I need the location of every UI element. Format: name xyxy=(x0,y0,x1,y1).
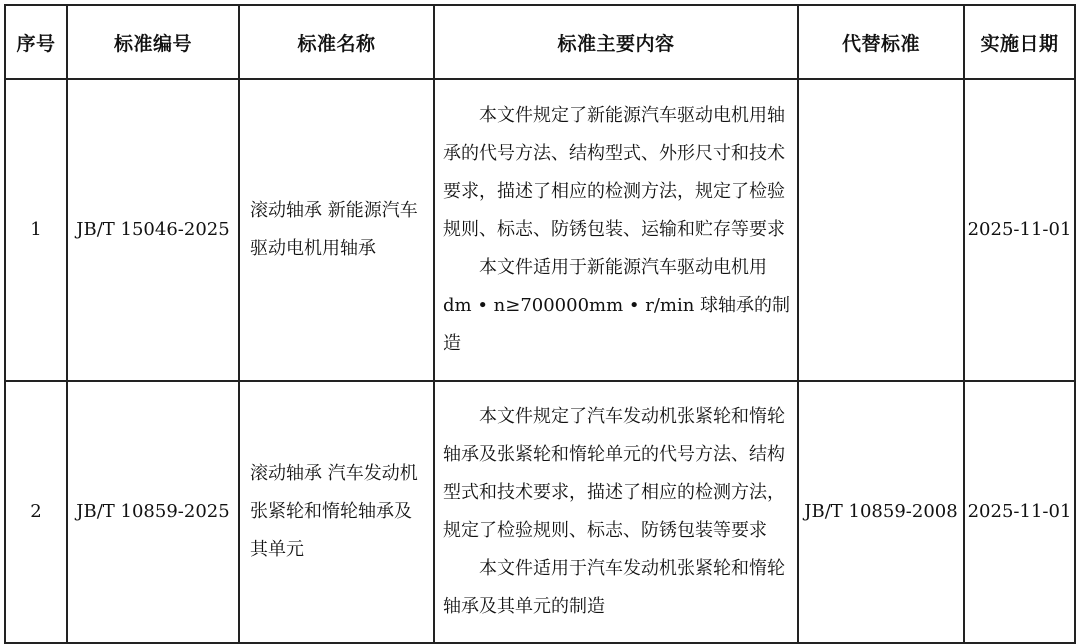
content-paragraph: 本文件规定了汽车发动机张紧轮和惰轮轴承及张紧轮和惰轮单元的代号方法、结构型式和技术要求，描述了相应的检测方法，规定了检验规则、标志、防锈包装等要求 xyxy=(443,406,785,541)
standards-table-container xyxy=(4,4,1074,640)
implementation-date-cell: 2025-11-01 xyxy=(964,381,1075,643)
standard-name-cell: 滚动轴承 汽车发动机张紧轮和惰轮轴承及其单元 xyxy=(239,381,434,643)
replaced-standard-cell: JB/T 10859-2008 xyxy=(798,381,964,643)
table-header-row xyxy=(5,5,1075,79)
header-standard-code: 标准编号 xyxy=(67,5,239,79)
header-replaced-standard: 代替标准 xyxy=(798,5,964,79)
standard-code-cell: JB/T 10859-2025 xyxy=(67,381,239,643)
content-paragraph: 本文件规定了新能源汽车驱动电机用轴承的代号方法、结构型式、外形尺寸和技术要求，描述了相应的检测方法，规定了检验规则、标志、防锈包装、运输和贮存等要求 xyxy=(443,105,785,240)
standard-name-cell: 滚动轴承 新能源汽车驱动电机用轴承 xyxy=(239,79,434,381)
table-row xyxy=(5,381,1075,643)
header-serial-number: 序号 xyxy=(5,5,67,79)
serial-number-cell: 2 xyxy=(5,381,67,643)
serial-number-cell: 1 xyxy=(5,79,67,381)
implementation-date-cell: 2025-11-01 xyxy=(964,79,1075,381)
main-content-cell xyxy=(434,79,798,381)
standard-code-cell: JB/T 15046-2025 xyxy=(67,79,239,381)
header-standard-name: 标准名称 xyxy=(239,5,434,79)
header-main-content: 标准主要内容 xyxy=(434,5,798,79)
main-content-cell xyxy=(434,381,798,643)
header-implementation-date: 实施日期 xyxy=(964,5,1075,79)
standards-table xyxy=(4,4,1076,644)
replaced-standard-cell xyxy=(798,79,964,381)
content-paragraph: 本文件适用于汽车发动机张紧轮和惰轮轴承及其单元的制造 xyxy=(443,558,785,617)
content-paragraph: 本文件适用于新能源汽车驱动电机用 dm • n≥700000mm • r/min 球轴承的制造 xyxy=(443,257,791,354)
table-row xyxy=(5,79,1075,381)
